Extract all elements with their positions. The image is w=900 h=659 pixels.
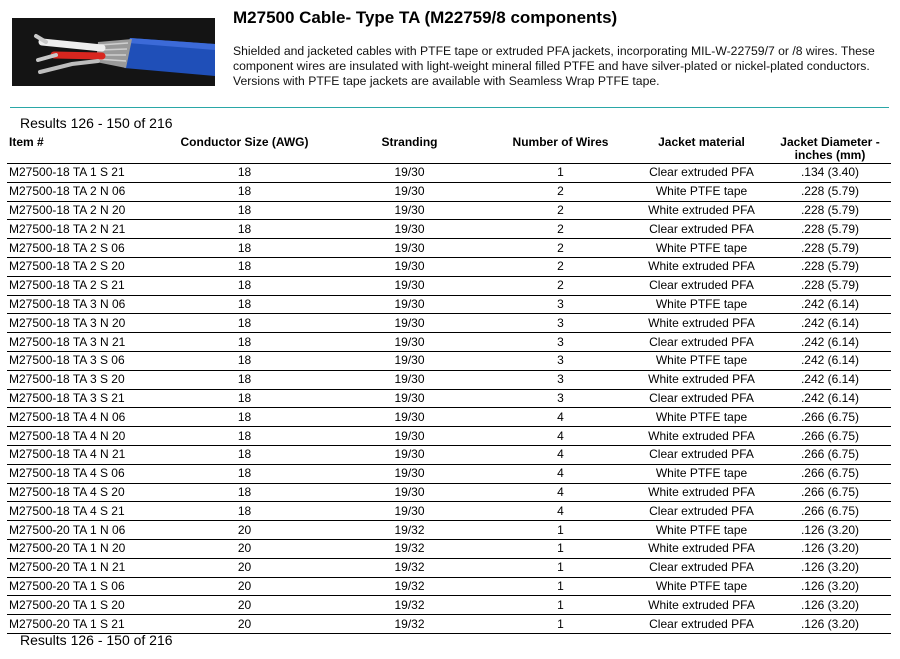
conductor-size-cell: 18 (157, 314, 332, 333)
conductor-size-cell: 18 (157, 239, 332, 258)
jacket-material-cell: Clear extruded PFA (634, 445, 769, 464)
jacket-material-cell: White extruded PFA (634, 314, 769, 333)
jacket-material-cell: Clear extruded PFA (634, 333, 769, 352)
column-header-jacket-material: Jacket material (634, 133, 769, 164)
item-cell: M27500-18 TA 4 S 06 (7, 464, 157, 483)
table-row (7, 445, 891, 464)
stranding-cell: 19/30 (332, 370, 487, 389)
number-of-wires-cell: 4 (487, 408, 634, 427)
jacket-diameter-cell: .228 (5.79) (769, 239, 891, 258)
table-row (7, 295, 891, 314)
jacket-material-cell: White PTFE tape (634, 521, 769, 540)
jacket-material-cell: White PTFE tape (634, 239, 769, 258)
number-of-wires-cell: 3 (487, 333, 634, 352)
stranding-cell: 19/32 (332, 596, 487, 615)
jacket-material-cell: Clear extruded PFA (634, 389, 769, 408)
item-cell: M27500-18 TA 3 S 20 (7, 370, 157, 389)
table-row (7, 276, 891, 295)
jacket-material-cell: Clear extruded PFA (634, 502, 769, 521)
jacket-diameter-cell: .266 (6.75) (769, 445, 891, 464)
table-row (7, 577, 891, 596)
table-row (7, 220, 891, 239)
results-table (7, 133, 891, 634)
number-of-wires-cell: 2 (487, 182, 634, 201)
item-cell: M27500-18 TA 4 N 06 (7, 408, 157, 427)
number-of-wires-cell: 2 (487, 257, 634, 276)
jacket-diameter-cell: .242 (6.14) (769, 314, 891, 333)
conductor-size-cell: 18 (157, 220, 332, 239)
jacket-diameter-cell: .126 (3.20) (769, 615, 891, 634)
jacket-diameter-cell: .228 (5.79) (769, 257, 891, 276)
jacket-material-cell: White extruded PFA (634, 539, 769, 558)
jacket-material-cell: Clear extruded PFA (634, 558, 769, 577)
table-row (7, 164, 891, 183)
product-image (12, 18, 215, 86)
item-cell: M27500-20 TA 1 N 20 (7, 539, 157, 558)
results-count-bottom: Results 126 - 150 of 216 (20, 632, 173, 648)
table-row (7, 539, 891, 558)
table-body (7, 164, 891, 634)
item-cell: M27500-18 TA 4 N 21 (7, 445, 157, 464)
jacket-material-cell: White PTFE tape (634, 351, 769, 370)
table-row (7, 257, 891, 276)
number-of-wires-cell: 1 (487, 577, 634, 596)
results-count-top: Results 126 - 150 of 216 (20, 115, 173, 131)
stranding-cell: 19/30 (332, 314, 487, 333)
jacket-diameter-cell: .242 (6.14) (769, 351, 891, 370)
stranding-cell: 19/32 (332, 539, 487, 558)
stranding-cell: 19/30 (332, 201, 487, 220)
conductor-size-cell: 18 (157, 276, 332, 295)
stranding-cell: 19/32 (332, 615, 487, 634)
jacket-material-cell: White extruded PFA (634, 483, 769, 502)
conductor-size-cell: 18 (157, 427, 332, 446)
number-of-wires-cell: 1 (487, 615, 634, 634)
item-cell: M27500-20 TA 1 S 21 (7, 615, 157, 634)
jacket-diameter-cell: .266 (6.75) (769, 502, 891, 521)
jacket-material-cell: White PTFE tape (634, 577, 769, 596)
conductor-size-cell: 20 (157, 577, 332, 596)
conductor-size-cell: 18 (157, 464, 332, 483)
jacket-diameter-cell: .126 (3.20) (769, 539, 891, 558)
item-cell: M27500-20 TA 1 S 06 (7, 577, 157, 596)
jacket-diameter-cell: .266 (6.75) (769, 483, 891, 502)
item-cell: M27500-18 TA 3 N 06 (7, 295, 157, 314)
page-header (0, 0, 900, 106)
jacket-diameter-cell: .242 (6.14) (769, 333, 891, 352)
table-row (7, 201, 891, 220)
item-cell: M27500-18 TA 2 N 21 (7, 220, 157, 239)
number-of-wires-cell: 4 (487, 427, 634, 446)
stranding-cell: 19/30 (332, 257, 487, 276)
conductor-size-cell: 18 (157, 351, 332, 370)
column-header-stranding: Stranding (332, 133, 487, 164)
conductor-size-cell: 18 (157, 370, 332, 389)
table-row (7, 370, 891, 389)
jacket-diameter-cell: .134 (3.40) (769, 164, 891, 183)
stranding-cell: 19/32 (332, 521, 487, 540)
jacket-material-cell: White PTFE tape (634, 408, 769, 427)
column-header-jacket-diameter: Jacket Diameter - inches (mm) (769, 133, 891, 164)
stranding-cell: 19/32 (332, 577, 487, 596)
jacket-material-cell: Clear extruded PFA (634, 164, 769, 183)
item-cell: M27500-18 TA 4 N 20 (7, 427, 157, 446)
item-cell: M27500-18 TA 2 N 06 (7, 182, 157, 201)
jacket-diameter-cell: .126 (3.20) (769, 596, 891, 615)
number-of-wires-cell: 4 (487, 464, 634, 483)
number-of-wires-cell: 2 (487, 239, 634, 258)
stranding-cell: 19/30 (332, 220, 487, 239)
item-cell: M27500-18 TA 4 S 20 (7, 483, 157, 502)
number-of-wires-cell: 1 (487, 558, 634, 577)
stranding-cell: 19/30 (332, 389, 487, 408)
table-row (7, 333, 891, 352)
item-cell: M27500-18 TA 2 S 21 (7, 276, 157, 295)
stranding-cell: 19/30 (332, 276, 487, 295)
item-cell: M27500-20 TA 1 S 20 (7, 596, 157, 615)
jacket-material-cell: White extruded PFA (634, 257, 769, 276)
jacket-diameter-cell: .126 (3.20) (769, 577, 891, 596)
conductor-size-cell: 18 (157, 182, 332, 201)
item-cell: M27500-18 TA 3 S 06 (7, 351, 157, 370)
conductor-size-cell: 18 (157, 201, 332, 220)
stranding-cell: 19/30 (332, 333, 487, 352)
stranding-cell: 19/30 (332, 427, 487, 446)
stranding-cell: 19/30 (332, 351, 487, 370)
jacket-material-cell: White extruded PFA (634, 201, 769, 220)
table-header (7, 133, 891, 164)
item-cell: M27500-18 TA 2 S 06 (7, 239, 157, 258)
conductor-size-cell: 18 (157, 408, 332, 427)
number-of-wires-cell: 1 (487, 164, 634, 183)
cable-illustration (12, 18, 215, 86)
page-title: M27500 Cable- Type TA (M22759/8 components) (233, 8, 618, 27)
table-header-row (7, 133, 891, 164)
number-of-wires-cell: 3 (487, 295, 634, 314)
column-header-item: Item # (7, 133, 157, 164)
conductor-size-cell: 18 (157, 164, 332, 183)
number-of-wires-cell: 2 (487, 220, 634, 239)
stranding-cell: 19/30 (332, 408, 487, 427)
jacket-material-cell: Clear extruded PFA (634, 220, 769, 239)
item-cell: M27500-18 TA 3 N 21 (7, 333, 157, 352)
table-row (7, 521, 891, 540)
conductor-size-cell: 18 (157, 483, 332, 502)
jacket-diameter-cell: .228 (5.79) (769, 201, 891, 220)
item-cell: M27500-18 TA 4 S 21 (7, 502, 157, 521)
table-row (7, 408, 891, 427)
table-row (7, 464, 891, 483)
number-of-wires-cell: 3 (487, 389, 634, 408)
conductor-size-cell: 18 (157, 502, 332, 521)
jacket-diameter-cell: .242 (6.14) (769, 389, 891, 408)
table-row (7, 351, 891, 370)
conductor-size-cell: 18 (157, 333, 332, 352)
conductor-size-cell: 18 (157, 445, 332, 464)
stranding-cell: 19/30 (332, 239, 487, 258)
stranding-cell: 19/32 (332, 558, 487, 577)
number-of-wires-cell: 1 (487, 596, 634, 615)
stranding-cell: 19/30 (332, 445, 487, 464)
jacket-diameter-cell: .228 (5.79) (769, 182, 891, 201)
conductor-size-cell: 18 (157, 295, 332, 314)
jacket-diameter-cell: .242 (6.14) (769, 295, 891, 314)
table-row (7, 239, 891, 258)
number-of-wires-cell: 3 (487, 370, 634, 389)
jacket-diameter-cell: .266 (6.75) (769, 427, 891, 446)
number-of-wires-cell: 3 (487, 314, 634, 333)
stranding-cell: 19/30 (332, 295, 487, 314)
number-of-wires-cell: 3 (487, 351, 634, 370)
item-cell: M27500-18 TA 2 S 20 (7, 257, 157, 276)
table-row (7, 502, 891, 521)
conductor-size-cell: 20 (157, 521, 332, 540)
column-header-number-of-wires: Number of Wires (487, 133, 634, 164)
table-row (7, 558, 891, 577)
jacket-material-cell: White extruded PFA (634, 427, 769, 446)
jacket-diameter-cell: .266 (6.75) (769, 464, 891, 483)
table-row (7, 389, 891, 408)
number-of-wires-cell: 4 (487, 502, 634, 521)
jacket-diameter-cell: .228 (5.79) (769, 220, 891, 239)
header-divider (10, 107, 889, 108)
stranding-cell: 19/30 (332, 502, 487, 521)
jacket-diameter-cell: .126 (3.20) (769, 521, 891, 540)
stranding-cell: 19/30 (332, 464, 487, 483)
table-row (7, 314, 891, 333)
conductor-size-cell: 20 (157, 596, 332, 615)
conductor-size-cell: 20 (157, 539, 332, 558)
table-row (7, 615, 891, 634)
table-row (7, 596, 891, 615)
jacket-material-cell: White PTFE tape (634, 295, 769, 314)
stranding-cell: 19/30 (332, 164, 487, 183)
item-cell: M27500-18 TA 3 S 21 (7, 389, 157, 408)
number-of-wires-cell: 1 (487, 539, 634, 558)
item-cell: M27500-18 TA 3 N 20 (7, 314, 157, 333)
item-cell: M27500-20 TA 1 N 21 (7, 558, 157, 577)
conductor-size-cell: 20 (157, 615, 332, 634)
jacket-material-cell: White PTFE tape (634, 182, 769, 201)
jacket-material-cell: Clear extruded PFA (634, 615, 769, 634)
stranding-cell: 19/30 (332, 182, 487, 201)
number-of-wires-cell: 4 (487, 483, 634, 502)
table-row (7, 182, 891, 201)
number-of-wires-cell: 4 (487, 445, 634, 464)
number-of-wires-cell: 2 (487, 276, 634, 295)
jacket-material-cell: White PTFE tape (634, 464, 769, 483)
jacket-material-cell: White extruded PFA (634, 596, 769, 615)
product-description: Shielded and jacketed cables with PTFE tape or extruded PFA jackets, incorporating MIL-W-22759/7 or /8 wires. These component wires are insulated with light-weight mineral filled PTFE and have silver-plated or nickel-plated conductors. Versions with PTFE tape jackets are available with Seamless Wrap PTFE tape. (233, 44, 875, 88)
column-header-conductor-size: Conductor Size (AWG) (157, 133, 332, 164)
table-row (7, 427, 891, 446)
jacket-diameter-cell: .242 (6.14) (769, 370, 891, 389)
conductor-size-cell: 18 (157, 257, 332, 276)
jacket-diameter-cell: .228 (5.79) (769, 276, 891, 295)
number-of-wires-cell: 1 (487, 521, 634, 540)
number-of-wires-cell: 2 (487, 201, 634, 220)
conductor-size-cell: 18 (157, 389, 332, 408)
conductor-size-cell: 20 (157, 558, 332, 577)
stranding-cell: 19/30 (332, 483, 487, 502)
item-cell: M27500-18 TA 1 S 21 (7, 164, 157, 183)
jacket-material-cell: Clear extruded PFA (634, 276, 769, 295)
table-row (7, 483, 891, 502)
item-cell: M27500-20 TA 1 N 06 (7, 521, 157, 540)
jacket-diameter-cell: .266 (6.75) (769, 408, 891, 427)
item-cell: M27500-18 TA 2 N 20 (7, 201, 157, 220)
jacket-material-cell: White extruded PFA (634, 370, 769, 389)
jacket-diameter-cell: .126 (3.20) (769, 558, 891, 577)
